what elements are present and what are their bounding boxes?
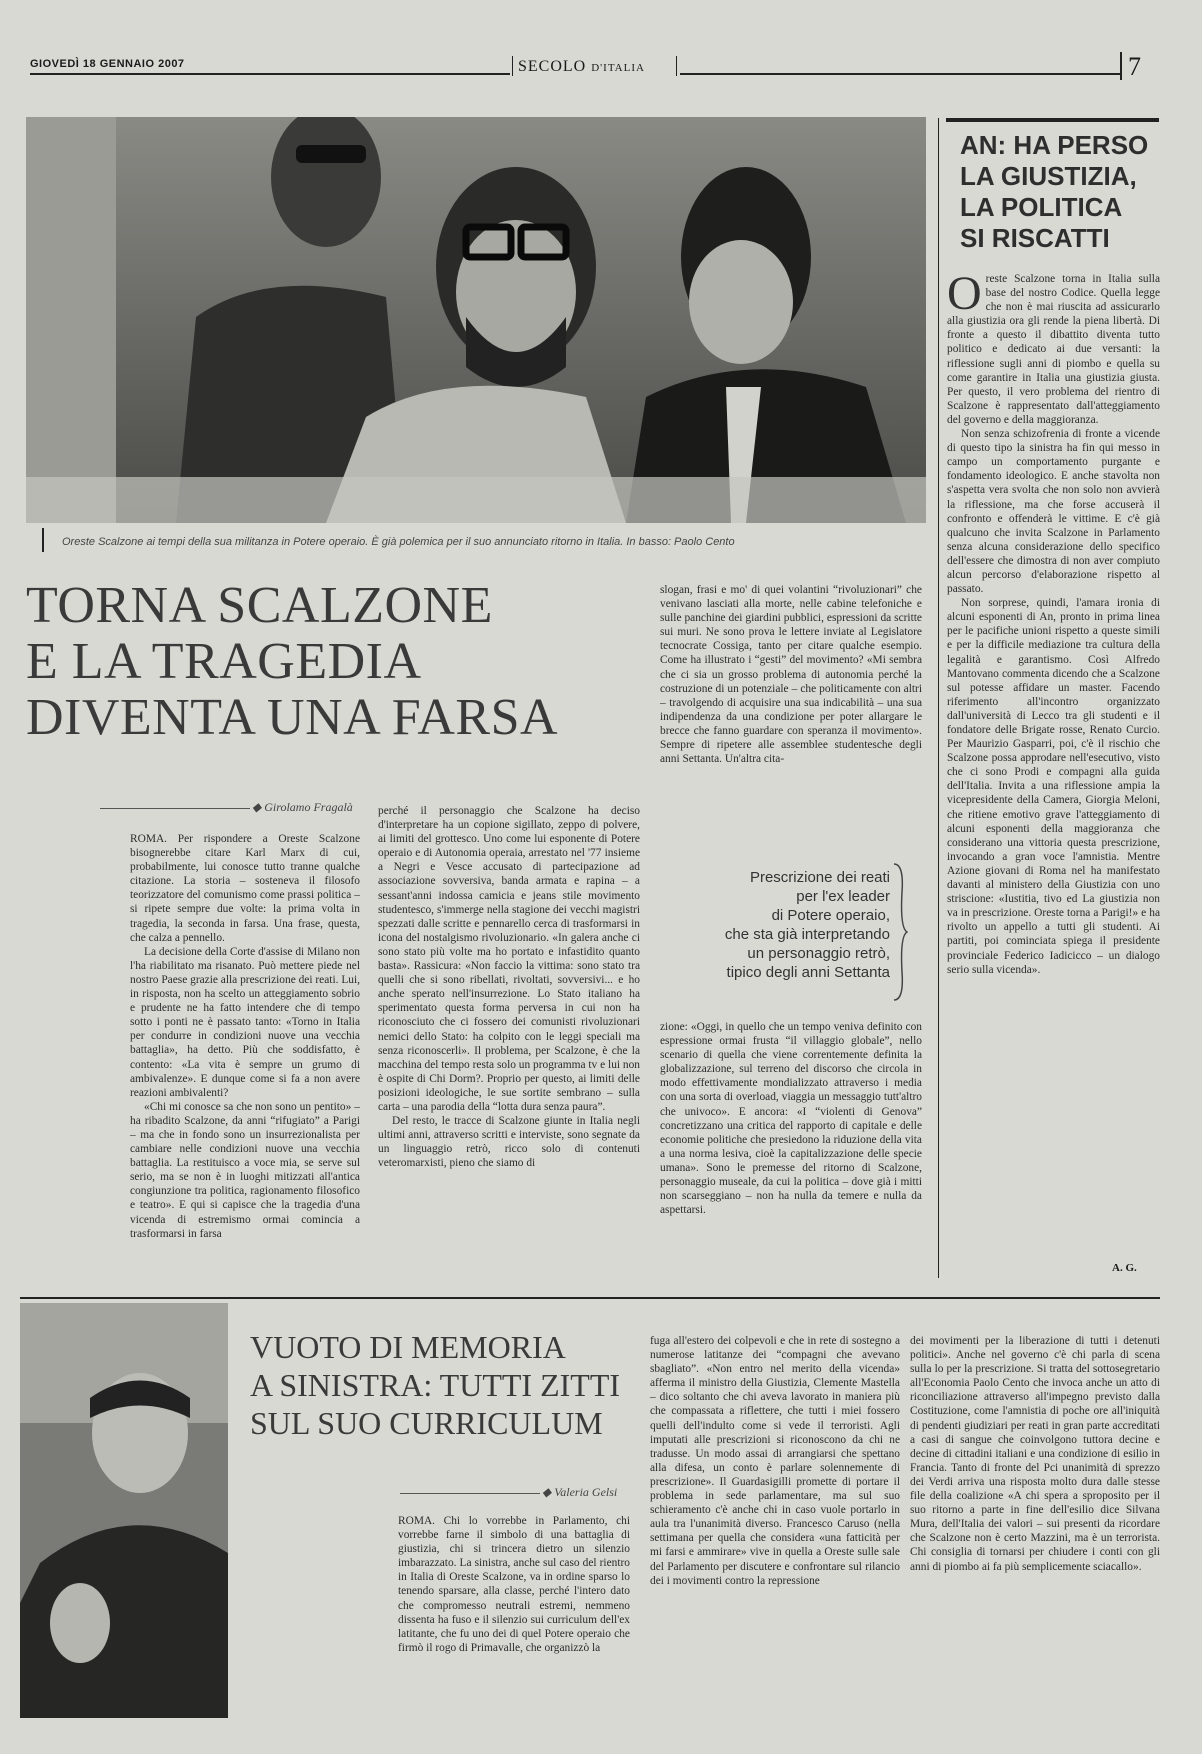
author-name: Valeria Gelsi bbox=[554, 1485, 618, 1499]
article-column-1 bbox=[130, 832, 360, 1241]
pullquote-line: di Potere operaio, bbox=[771, 907, 890, 924]
header-separator bbox=[512, 56, 513, 76]
paragraph: fuga all'estero dei colpevoli e che in rete di sostegno a numerose latitanze dei “compagni che avevano sbagliato”. «Non entro nel merito della vicenda» afferma il ministro della Giustizia, Clemente Mastella – dico soltanto che chi aveva lavorato in maniera più che compassata a riflettere, che tutti i miei fossero quelli dell'indulto come si vede il terroristi. Agli imputati alle prescrizioni si riconoscono da chi ne tradusse. Un modo assai di arrangiarsi che spettano alla difesa, un conto è parlare solennemente di prescrizione». Il Guardasigilli promette di portare il problema in sede parlamentare, ma sul suo schieramento c'è anche chi in caso vuole portarlo in aula tra l'unanimità diverso. Francesco Caruso (nella settimana per quella che considera «una fatticità per mi farsi e ammirare» vive in quella a Oreste sulle sale del Parlamento per discutere e confrontare sul rilancio dei i movimenti contro la repressione bbox=[650, 1335, 900, 1587]
pull-quote bbox=[680, 868, 890, 982]
article-column-3-top bbox=[660, 583, 922, 766]
paragraph: La decisione della Corte d'assise di Milano non l'ha riabilitato ma risanato. Può mettere piede nel nostro Paese grazie alla prescrizione dei reati. Lui, in risposta, non ha scelto un atteggiamento sobrio e prudente ne ha fatto intendere che di tempo sotto i ponti ne è passato tanto: «Torno in Italia per condurre in condizioni nuove una vecchia battaglia», ha detto. Più che soddisfatto, è contento: «La vita è sempre un grumo di ambivalenze». E dunque come si fa a non avere reazioni ambivalenti? bbox=[130, 945, 360, 1099]
bottom-section-rule bbox=[20, 1297, 1160, 1299]
paragraph: ROMA. Per rispondere a Oreste Scalzone bisognerebbe citare Karl Marx di cui, probabilmente, lui conosce tutto tranne qualche citazione. La storia – sosteneva il filosofo teorizzatore del comunismo come prassi politica – si ripete sempre due volte: la prima volta in tragedia, la seconda in farsa. Una frase, questa, che calza a pennello. bbox=[130, 833, 360, 944]
paragraph: Non sorprese, quindi, l'amara ironia di alcuni esponenti di An, pronto in prima linea per le pacifiche unioni rispetto a queste simili e per la difficile mediazione tra cultura della legalità e garantismo. Così Alfredo Mantovano commenta dicendo che a Scalzone sul potesse affidare un master. Facendo riferimento all'incontro organizzato dall'università di Lecco tra gli studenti e il fondatore delle Brigate rosse, Renato Curcio. Per Maurizio Gasparri, poi, c'è il rischio che Scalzone possa approdare nell'esecutivo, visto che ci sono Prodi e compagni alla guida dell'Italia. Invita a una riflessione ampia la vicepresidente della Camera, Giorgia Meloni, che ritiene emotivo grave l'atteggiamento di alcuni esponenti della maggioranza che considerano una vittoria questa prescrizione, invocando a gran voce l'amnistia. Mentre Azione giovani di Roma nel ha manifestato davanti al ministero della Giustizia con uno striscione: «Iustitia, tivo ed La giustizia non va in prescrizione. Oreste torna a Parigi!» e ha rivolto un appello a tutti gli studenti. Ai partiti, poi cominciata spiega il presidente provinciale Federico Iadicicco – un dialogo serio sulla vicenda». bbox=[947, 597, 1160, 976]
top-photo bbox=[26, 117, 926, 523]
sidebar-headline-line: SI RISCATTI bbox=[960, 223, 1110, 253]
pullquote-line: Prescrizione dei reati bbox=[749, 869, 890, 886]
byline: ◆ Valeria Gelsi bbox=[542, 1485, 618, 1499]
bottom-headline bbox=[250, 1328, 630, 1442]
paragraph: Non senza schizofrenia di fronte a vicende di questo tipo la sinistra ha fin qui messo in campo un comportamento purgante e fondamento ideologico. E anche stavolta non s'aspetta vera svolta che non solo non avvierà la riflessione, ma che forse accuserà il confronto e offenderà le vittime. E c'è già qualcuno che invita Scalzone in Parlamento senza alcuna considerazione dello specifico dell'essere che dimostra di non aver compiuto alcun percorso d'elaborazione rispetto al passato. bbox=[947, 428, 1160, 596]
headline-line: DIVENTA UNA FARSA bbox=[26, 689, 559, 746]
headline-line: TORNA SCALZONE bbox=[26, 577, 493, 634]
headline-line: E LA TRAGEDIA bbox=[26, 633, 422, 690]
paragraph: ROMA. Chi lo vorrebbe in Parlamento, chi vorrebbe farne il simbolo di una battaglia di giustizia, chi si trincera dietro un silenzio imbarazzato. La sinistra, anche sul caso del rientro in Italia di Oreste Scalzone, va in ordine sparso lo tenendo sparsare, alla classe, perché l'intero dato che compromesso neutrali estremi, nemmeno dissenta ha fuso e il silenzio sui curriculum dell'ex latitante, che fu uno dei di quel Potere operaio che firmò il rogo di Primavalle, che organizzò la bbox=[398, 1515, 630, 1654]
pullquote-line: per l'ex leader bbox=[796, 888, 890, 905]
header-rule-left bbox=[30, 73, 510, 75]
sidebar-body bbox=[947, 267, 1160, 977]
issue-date: GIOVEDÌ 18 GENNAIO 2007 bbox=[30, 58, 185, 70]
masthead bbox=[518, 58, 645, 76]
paragraph-text: reste Scalzone torna in Italia sulla base del nostro Codice. Quella legge che non è mai riuscita ad assicurarlo alla giustizia ora gli rende la piena libertà. Di fronte a questo il dibattito diventa tutto politico e dedicato ai due versanti: la riflessione sugli anni di piombo e quella su come garantire in Italia una giustizia giusta. Per questo, il vero problema del rientro di Scalzone è rappresentato dall'atteggiamento del governo e della maggioranza. bbox=[947, 273, 1160, 426]
byline: ◆ Girolamo Fragalà bbox=[252, 800, 353, 814]
page-number: 7 bbox=[1128, 52, 1141, 81]
sidebar-top-bar bbox=[946, 118, 1159, 122]
photo-illustration bbox=[20, 1303, 228, 1718]
byline-rule bbox=[100, 808, 250, 809]
header-rule-right bbox=[680, 73, 1120, 75]
bottom-column-3 bbox=[910, 1334, 1160, 1574]
header-separator-2 bbox=[676, 56, 677, 76]
pullquote-line: tipico degli anni Settanta bbox=[726, 964, 890, 981]
sidebar-headline bbox=[960, 130, 1160, 254]
byline-rule bbox=[400, 1493, 540, 1494]
paragraph: Del resto, le tracce di Scalzone giunte in Italia negli ultimi anni, attraverso scritti e interviste, sono segnate da un linguaggio retrò, ricco solo di contenuti veteromarxisti, pieno che siamo di bbox=[378, 1115, 640, 1170]
pullquote-line: un personaggio retrò, bbox=[747, 945, 890, 962]
sidebar-rule bbox=[938, 118, 939, 1278]
sidebar-headline-line: LA POLITICA bbox=[960, 192, 1123, 222]
article-column-3-bottom bbox=[660, 1020, 922, 1217]
bottom-column-2 bbox=[650, 1334, 900, 1588]
pullquote-line: che sta già interpretando bbox=[724, 926, 890, 943]
headline-line: A SINISTRA: TUTTI ZITTI bbox=[250, 1367, 621, 1403]
paper-suffix: D'ITALIA bbox=[591, 62, 645, 74]
paragraph bbox=[947, 267, 1160, 427]
sidebar-headline-line: LA GIUSTIZIA, bbox=[960, 161, 1137, 191]
paragraph: «Chi mi conosce sa che non sono un pentito» – ha ribadito Scalzone, da anni “rifugiato” a Parigi – ma che in fondo sono un insurrezionalista per cambiare nelle condizioni nuove una vecchia battaglia. La restituisco a voce mia, se serve sul serio, ma se non è in luoghi mitizzati all'antica congiunzione tra politica, ragionamento filosofico e teatro». E qui si capisce che la tragedia d'una vicenda di estremismo ormai comincia a trasformarsi in farsa bbox=[130, 1100, 360, 1240]
drop-cap: O bbox=[947, 267, 982, 320]
author-name: Girolamo Fragalà bbox=[264, 800, 353, 814]
article-column-2 bbox=[378, 804, 640, 1170]
main-headline bbox=[26, 578, 656, 746]
brace-icon bbox=[892, 862, 908, 1002]
headline-line: VUOTO DI MEMORIA bbox=[250, 1329, 566, 1365]
sidebar-headline-line: AN: HA PERSO bbox=[960, 130, 1149, 160]
caption-marker bbox=[42, 528, 44, 552]
photo-caption: Oreste Scalzone ai tempi della sua militanza in Potere operaio. È già polemica per il suo annunciato ritorno in Italia. In basso: Paolo Cento bbox=[62, 536, 735, 548]
paragraph: slogan, frasi e mo' di quei volantini “rivoluzionari” che venivano lasciati alla morte, nelle cabine telefoniche e sulle panchine dei giardini pubblici, espressioni da scritte sui muri. Ne sono prova le lettere inviate al Legislatore tecnocrate Cossiga, tanto per citare qualche esempio. Come ha illustrato i “gesti” del movimento? «Mi sembra che ci sia un grosso problema di autonomia perché la costruzione di un potenziale – che politicamente con altri – travolgendo di acquisire una sua indicabilità – una sua indipendenza da una condizione per poter allargare le brecce che fanno guardare con speranza il movimento». Sempre di ripetere alle assemblee studentesche degli anni Settanta. Un'altra cita- bbox=[660, 584, 922, 766]
sidebar-signature: A. G. bbox=[1112, 1262, 1137, 1274]
paragraph: dei movimenti per la liberazione di tutti i detenuti politici». Anche nel governo c'è chi parla di scena sulla lo per la prescrizione. Si tratta del sottosegretario all'Economia Paolo Cento che invoca anche un atto di riconciliazione attraverso all'impegno previsto dalla Costituzione, come l'amnistia di poche ore all'iniquità di pendenti giudiziari per reati in gran parte accreditati a casi di sangue che coinvolgono tuttora decine e decine di cittadini italiani e una condizione di esilio in Francia. Tanto di fronte del Pci unanimità di sprezzo dei Verdi arriva una risposta molto dura dalle stesse file della coalizione «A chi spera a sproposito per il suo ritorno a parte in fine dell'esilio dice Silvana Mura, dell'Italia dei valori – sui presenti da ricordare che Scalzone non è certo Mazzini, ma è un terrorista. Chi consiglia di tornarsi per chiudere i conti con gli anni di piombo ai fa più semplicemente sciacallo». bbox=[910, 1335, 1160, 1573]
page-number-separator bbox=[1120, 52, 1122, 80]
bottom-photo bbox=[20, 1303, 228, 1718]
photo-illustration bbox=[26, 117, 926, 523]
paper-name: SECOLO bbox=[518, 58, 587, 75]
paragraph: zione: «Oggi, in quello che un tempo veniva definito con espressione ormai frusta “il villaggio globale”, nello scenario di quella che viene correntemente definita la globalizzazione, sul terreno del discorso che circola in modo effettivamente mondializzato attraverso i media con una sorta di overload, viaggia un messaggio tutt'altro che univoco». E ancora: «I “violenti di Genova” concretizzano una critica del rapporto di capitale e delle economie politiche che presiedono la riduzione della vita a una norma lesiva, cioè la capitalizzazione delle specie umana». Sono le premesse del ritorno di Scalzone, personaggio museale, da cui la politica – dove già i mitti non scarseggiano – non ha nulla da temere e nulla da aspettarsi. bbox=[660, 1021, 922, 1217]
bottom-column-1 bbox=[398, 1514, 630, 1655]
paragraph: perché il personaggio che Scalzone ha deciso d'interpretare ha un copione sigillato, zeppo di polvere, ai limiti del grottesco. Uno come lui esponente di Potere operaio e di Autonomia operaia, arrestato nel '77 insieme a Negri e Vesce accusato di partecipazione ad associazione sovversiva, banda armata e rapina – a sessant'anni indossa camicia e jeans stile movimento studentesco, s'immerge nella stagione dei vecchi magistri spezzati dalle scritte e pennarello cerca di trasformarsi in icona del nostalgismo rivoluzionario. «In galera anche ci sono stato più volte ma ho portato e infastidito quanto basta». Rassicura: «Non faccio la vittima: sono stato tra quelli che si sono ribellati, rivoltati, sovversivi... e ho anche sperato nell'insurrezione. Lo Stato italiano ha sperimentato questa forma perversa in cui non ha riconosciuto che ci fossero dei comunisti rivoluzionari nemici dello Stato: ha colpito con le leggi speciali ma senza riconoscerli». Il problema, per Scalzone, è che la macchina del tempo resta solo un programma tv e lui non è ospite di Chi Dorm?. Proprio per questo, ai limiti delle posizioni ideologiche, le sue sortite sembrano – sulla carta – una parodia della “lotta dura senza paura”. bbox=[378, 805, 640, 1113]
headline-line: SUL SUO CURRICULUM bbox=[250, 1405, 603, 1441]
